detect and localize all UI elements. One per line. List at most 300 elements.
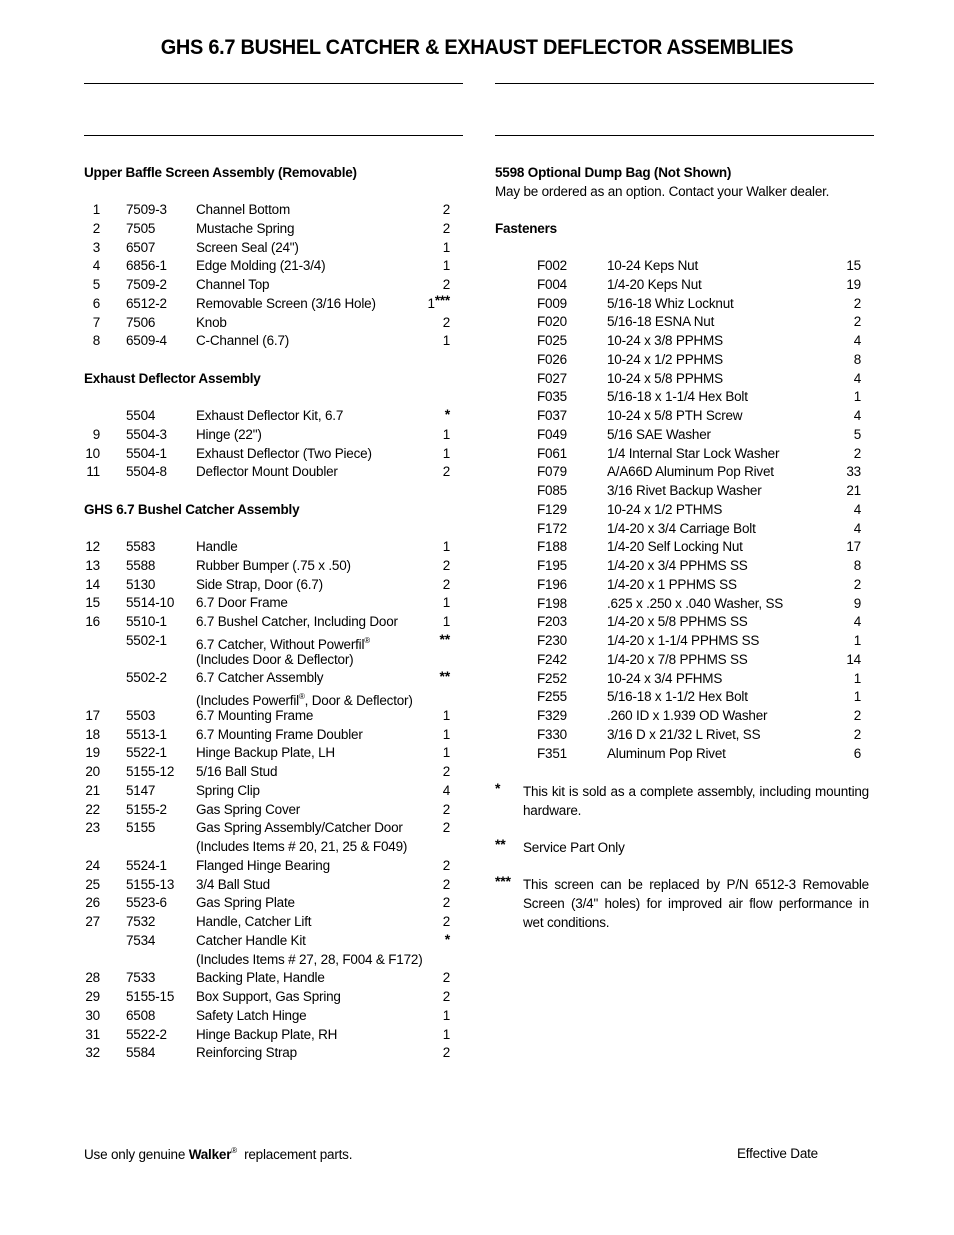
description-text: Gas Spring Assembly/Catcher Door — [196, 820, 403, 836]
description-text: Screen Seal (24") — [196, 239, 299, 255]
quantity — [443, 314, 450, 333]
quantity-value: 2 — [442, 576, 450, 592]
quantity — [443, 426, 450, 445]
quantity-value: 1 — [442, 726, 450, 742]
part-number: 5504-3 — [126, 426, 167, 442]
item-number: 23 — [85, 820, 100, 836]
footer-reg-mark: ® — [231, 1146, 237, 1155]
description-text: 6.7 Catcher Assembly — [196, 670, 324, 686]
parts-row — [84, 220, 450, 239]
fastener-description: 1/4-20 x 5/8 PPHMS SS — [607, 614, 748, 630]
fastener-description: 5/16-18 x 1-1/2 Hex Bolt — [607, 689, 748, 705]
upper-baffle-parts-table — [84, 201, 450, 351]
part-number: 6507 — [126, 239, 156, 255]
fastener-code: F085 — [537, 483, 567, 498]
fastener-code: F203 — [537, 614, 567, 630]
fastener-quantity: 1 — [853, 670, 861, 686]
part-number: 7532 — [126, 914, 156, 929]
effective-date-label: Effective Date — [737, 1146, 818, 1161]
fastener-description: 5/16-18 ESNA Nut — [607, 314, 715, 330]
fastener-quantity: 21 — [846, 483, 861, 498]
quantity — [443, 276, 450, 295]
fastener-description: 10-24 x 5/8 PPHMS — [607, 370, 723, 386]
quantity — [443, 876, 450, 895]
part-description — [196, 1026, 337, 1045]
footnote — [495, 780, 869, 823]
left-second-rule — [84, 135, 463, 136]
part-description — [196, 239, 299, 258]
fastener-quantity: 8 — [853, 558, 861, 573]
item-number: 17 — [85, 707, 100, 723]
dump-bag-heading: 5598 Optional Dump Bag (Not Shown) — [495, 165, 732, 180]
part-description — [196, 801, 300, 820]
fastener-row — [537, 538, 861, 557]
fastener-description: 5/16 SAE Washer — [607, 426, 711, 442]
parts-row — [84, 463, 450, 482]
fastener-code: F255 — [537, 689, 567, 705]
quantity — [443, 332, 450, 351]
page-title: GHS 6.7 BUSHEL CATCHER & EXHAUST DEFLECTOR ASSEMBLIES — [160, 36, 794, 59]
part-description — [196, 276, 269, 295]
parts-row — [84, 292, 450, 314]
fastener-quantity: 4 — [853, 370, 861, 386]
part-description — [196, 894, 295, 913]
part-number: 6512-2 — [126, 295, 167, 311]
registered-mark: ® — [364, 635, 370, 645]
description-text: Knob — [196, 314, 227, 330]
fastener-description: 10-24 x 3/8 PPHMS — [607, 333, 723, 348]
dump-bag-text: May be ordered as an option. Contact your Walker dealer. — [495, 184, 830, 199]
parts-row — [84, 445, 450, 464]
quantity — [443, 557, 450, 576]
item-number: 21 — [85, 782, 100, 798]
part-description — [196, 707, 313, 726]
fastener-description: 1/4-20 x 3/4 Carriage Bolt — [607, 520, 756, 536]
fastener-description: 1/4-20 x 1-1/4 PPHMS SS — [607, 633, 760, 648]
parts-row — [84, 426, 450, 445]
quantity — [443, 1026, 450, 1045]
part-number: 5147 — [126, 782, 156, 798]
quantity-value: 1 — [442, 707, 450, 723]
parts-row — [84, 1026, 450, 1045]
parts-row — [84, 801, 450, 820]
item-number: 18 — [85, 726, 100, 742]
bushel-catcher-heading: GHS 6.7 Bushel Catcher Assembly — [84, 502, 300, 517]
item-number: 20 — [85, 764, 100, 779]
parts-row — [84, 557, 450, 576]
quantity — [445, 930, 450, 949]
part-number: 6509-4 — [126, 333, 167, 349]
part-description — [196, 744, 335, 763]
quantity — [443, 894, 450, 913]
part-description — [196, 407, 343, 426]
description-text: 6.7 Bushel Catcher, Including Door — [196, 614, 398, 629]
part-description — [196, 576, 323, 595]
quantity-value: 2 — [442, 202, 450, 217]
parts-row — [84, 594, 450, 613]
item-number: 28 — [85, 970, 100, 986]
footer-suffix: replacement parts. — [244, 1147, 353, 1162]
footnote — [495, 873, 869, 936]
quantity-value: * — [444, 930, 450, 947]
part-description — [196, 669, 323, 688]
fastener-quantity: 2 — [853, 445, 861, 461]
fastener-code: F035 — [537, 389, 567, 405]
fastener-row — [537, 726, 861, 745]
exhaust-deflector-heading: Exhaust Deflector Assembly — [84, 371, 261, 386]
fastener-row — [537, 613, 861, 632]
fasteners-table — [537, 257, 861, 763]
description-text: Catcher Handle Kit — [196, 932, 306, 948]
description-text: Reinforcing Strap — [196, 1045, 297, 1061]
fastener-description: 5/16-18 x 1-1/4 Hex Bolt — [607, 389, 748, 405]
fastener-code: F020 — [537, 314, 567, 330]
parts-row — [84, 763, 450, 782]
fastener-code: F195 — [537, 558, 567, 573]
description-text: Hinge Backup Plate, LH — [196, 745, 335, 761]
item-number: 30 — [85, 1007, 100, 1023]
part-description — [196, 819, 403, 838]
quantity — [443, 726, 450, 745]
fastener-row — [537, 295, 861, 314]
quantity — [443, 201, 450, 220]
quantity-value: 1 — [442, 539, 450, 554]
quantity-value: 2 — [442, 801, 450, 817]
part-number: 5504-8 — [126, 464, 167, 480]
parts-row — [84, 913, 450, 932]
description-text: Exhaust Deflector (Two Piece) — [196, 445, 372, 461]
right-second-rule — [495, 135, 874, 136]
fastener-code: F004 — [537, 276, 567, 292]
part-description — [196, 332, 289, 351]
fastener-row — [537, 407, 861, 426]
parts-row — [84, 314, 450, 333]
part-number: 5504-1 — [126, 445, 167, 461]
fastener-code: F079 — [537, 464, 567, 480]
fastener-quantity: 1 — [853, 633, 861, 648]
fastener-description: 1/4-20 x 3/4 PPHMS SS — [607, 558, 748, 573]
parts-row — [84, 239, 450, 258]
description-text: Handle, Catcher Lift — [196, 914, 312, 929]
item-number: 11 — [86, 464, 100, 480]
part-description — [196, 463, 338, 482]
part-number: 6856-1 — [126, 258, 167, 274]
quantity-value: 2 — [442, 764, 450, 779]
part-description — [196, 594, 288, 613]
part-description — [196, 538, 238, 557]
part-number: 7505 — [126, 220, 156, 236]
item-number: 13 — [85, 557, 100, 573]
description-text: Mustache Spring — [196, 220, 295, 236]
part-number: 7509-3 — [126, 202, 167, 217]
item-number: 22 — [85, 801, 100, 817]
quantity-value: 2 — [442, 989, 450, 1004]
part-number: 5502-1 — [126, 632, 167, 648]
left-top-rule — [84, 83, 463, 84]
fastener-row — [537, 257, 861, 276]
item-number: 19 — [85, 745, 100, 761]
part-number: 6508 — [126, 1007, 156, 1023]
footnote-mark: ** — [495, 836, 506, 852]
part-number: 5502-2 — [126, 670, 167, 686]
parts-row — [84, 576, 450, 595]
fastener-code: F049 — [537, 426, 567, 442]
part-description — [196, 220, 294, 239]
item-number: 16 — [85, 614, 100, 629]
parts-row — [84, 932, 450, 951]
part-number: 7509-2 — [126, 277, 167, 292]
quantity-value: 2 — [442, 314, 450, 330]
parts-row — [84, 988, 450, 1007]
part-number: 5588 — [126, 557, 156, 573]
fastener-quantity: 6 — [853, 745, 861, 761]
part-number: 5155-15 — [126, 989, 175, 1004]
footer-prefix: Use only genuine — [84, 1147, 189, 1162]
fastener-row — [537, 332, 861, 351]
quantity-footnote-mark: *** — [434, 292, 450, 308]
part-number: 7534 — [126, 932, 156, 948]
part-description — [196, 201, 290, 220]
parts-row — [84, 744, 450, 763]
footer-brand: Walker — [188, 1147, 232, 1162]
parts-row — [84, 951, 450, 970]
fastener-description: 1/4 Internal Star Lock Washer — [607, 445, 780, 461]
part-description — [196, 913, 311, 932]
parts-row — [84, 332, 450, 351]
quantity — [443, 782, 450, 801]
part-description — [196, 876, 270, 895]
parts-row — [84, 651, 450, 670]
item-number: 27 — [85, 914, 100, 929]
part-number: 5503 — [126, 707, 156, 723]
quantity-value: 2 — [442, 820, 450, 836]
item-number: 6 — [92, 295, 100, 311]
quantity — [443, 744, 450, 763]
description-text: Hinge (22") — [196, 426, 262, 442]
item-number: 15 — [85, 595, 100, 611]
quantity-value: 2 — [442, 557, 450, 573]
description-text: 5/16 Ball Stud — [196, 764, 278, 779]
quantity — [443, 220, 450, 239]
quantity — [445, 405, 450, 424]
item-number: 9 — [92, 426, 100, 442]
quantity — [443, 819, 450, 838]
fastener-description: 1/4-20 Self Locking Nut — [607, 539, 743, 555]
description-text: (Includes Items # 27, 28, F004 & F172) — [196, 951, 423, 967]
fastener-description: 10-24 x 1/2 PTHMS — [607, 501, 723, 517]
part-number: 5155-2 — [126, 801, 167, 817]
quantity-value: 1 — [427, 295, 435, 311]
fastener-description: 5/16-18 Whiz Locknut — [607, 295, 734, 311]
fastener-row — [537, 595, 861, 614]
item-number: 1 — [92, 202, 100, 217]
fastener-code: F129 — [537, 501, 567, 517]
description-text: Box Support, Gas Spring — [196, 989, 341, 1004]
part-description — [196, 557, 351, 576]
fastener-quantity: 1 — [853, 389, 861, 405]
fastener-row — [537, 482, 861, 501]
item-number: 31 — [85, 1026, 100, 1042]
item-number: 24 — [85, 857, 100, 873]
part-number: 5130 — [126, 576, 156, 592]
fastener-description: 10-24 x 5/8 PTH Screw — [607, 408, 743, 423]
part-description — [196, 426, 262, 445]
item-number: 14 — [85, 576, 100, 592]
fastener-row — [537, 426, 861, 445]
registered-mark: ® — [298, 692, 305, 701]
fastener-row — [537, 670, 861, 689]
quantity — [443, 594, 450, 613]
fastener-quantity: 2 — [853, 314, 861, 330]
part-description — [196, 613, 398, 632]
quantity-value: 1 — [442, 445, 450, 461]
description-text: 6.7 Mounting Frame Doubler — [196, 726, 363, 742]
fastener-description: 3/16 Rivet Backup Washer — [607, 483, 762, 498]
description-text: Safety Latch Hinge — [196, 1007, 307, 1023]
description-text: Handle — [196, 539, 238, 554]
item-number: 10 — [85, 445, 100, 461]
part-description — [196, 314, 227, 333]
fastener-description: 10-24 x 1/2 PPHMS — [607, 351, 723, 367]
fastener-quantity: 2 — [853, 576, 861, 592]
description-text: Channel Bottom — [196, 202, 291, 217]
item-number: 4 — [92, 258, 100, 274]
quantity-value: 2 — [442, 277, 450, 292]
parts-row — [84, 1007, 450, 1026]
description-text: Deflector Mount Doubler — [196, 464, 338, 480]
part-description — [196, 932, 306, 951]
part-description — [196, 726, 363, 745]
quantity — [443, 239, 450, 258]
description-text: Removable Screen (3/16 Hole) — [196, 295, 376, 311]
parts-row — [84, 819, 450, 838]
parts-row — [84, 276, 450, 295]
fastener-row — [537, 276, 861, 295]
part-number: 5155 — [126, 820, 156, 836]
part-number: 5524-1 — [126, 857, 167, 873]
fastener-description: 1/4-20 x 7/8 PPHMS SS — [607, 651, 748, 667]
description-text: Exhaust Deflector Kit, 6.7 — [196, 408, 344, 423]
footnote-text: Service Part Only — [523, 840, 625, 855]
item-number: 8 — [92, 333, 100, 349]
item-number: 2 — [92, 220, 100, 236]
fastener-code: F242 — [537, 651, 567, 667]
quantity-value: * — [444, 406, 450, 422]
fastener-quantity: 4 — [853, 614, 861, 630]
item-number: 25 — [85, 876, 100, 892]
fastener-row — [537, 501, 861, 520]
fastener-code: F025 — [537, 333, 567, 348]
fastener-row — [537, 388, 861, 407]
part-number: 5513-1 — [126, 726, 167, 742]
description-text: 6.7 Door Frame — [196, 595, 288, 611]
part-description — [196, 1044, 297, 1063]
fastener-row — [537, 370, 861, 389]
quantity-value: 1 — [442, 614, 450, 629]
fastener-row — [537, 632, 861, 651]
description-text: Channel Top — [196, 277, 270, 292]
parts-row — [84, 838, 450, 857]
fastener-code: F026 — [537, 351, 567, 367]
fastener-row — [537, 313, 861, 332]
quantity — [443, 988, 450, 1007]
right-top-rule — [495, 83, 874, 84]
parts-row — [84, 632, 450, 651]
quantity-value: 2 — [442, 220, 450, 236]
fastener-quantity: 17 — [846, 539, 861, 555]
fastener-row — [537, 688, 861, 707]
part-description — [196, 295, 376, 314]
quantity — [443, 707, 450, 726]
quantity — [443, 1007, 450, 1026]
quantity-value: 2 — [442, 1045, 450, 1061]
fastener-description: 10-24 Keps Nut — [607, 258, 699, 273]
fastener-code: F002 — [537, 258, 567, 273]
parts-row — [84, 1044, 450, 1063]
fastener-row — [537, 351, 861, 370]
part-description — [196, 838, 407, 857]
parts-row — [84, 969, 450, 988]
part-number: 5504 — [126, 408, 156, 423]
fastener-description: .625 x .250 x .040 Washer, SS — [607, 595, 784, 611]
quantity-value: 1 — [442, 1026, 450, 1042]
quantity — [443, 801, 450, 820]
fastener-quantity: 4 — [853, 520, 861, 536]
fastener-description: 1/4-20 Keps Nut — [607, 276, 702, 292]
description-tail: , Door & Deflector) — [304, 693, 413, 708]
description-text: Edge Molding (21-3/4) — [196, 258, 326, 274]
quantity-value: 1 — [442, 595, 450, 611]
quantity — [443, 463, 450, 482]
quantity — [440, 630, 451, 649]
description-text: Flanged Hinge Bearing — [196, 857, 330, 873]
quantity — [443, 969, 450, 988]
part-number: 5155-12 — [126, 764, 175, 779]
fastener-row — [537, 463, 861, 482]
quantity-value: 2 — [442, 970, 450, 986]
description-text: Gas Spring Plate — [196, 895, 295, 911]
item-number: 29 — [85, 989, 100, 1004]
quantity-value: 1 — [442, 333, 450, 349]
description-text: Hinge Backup Plate, RH — [196, 1026, 338, 1042]
parts-row — [84, 876, 450, 895]
description-text: Side Strap, Door (6.7) — [196, 576, 323, 592]
fastener-quantity: 2 — [853, 295, 861, 311]
description-text: C-Channel (6.7) — [196, 333, 290, 349]
description-text: 6.7 Catcher, Without Powerfil — [196, 636, 365, 652]
part-description — [196, 969, 325, 988]
upper-baffle-heading: Upper Baffle Screen Assembly (Removable) — [84, 165, 357, 180]
quantity — [443, 857, 450, 876]
quantity-value: ** — [439, 668, 450, 685]
fastener-code: F198 — [537, 595, 567, 611]
description-text: (Includes Door & Deflector) — [196, 651, 354, 667]
part-number: 5155-13 — [126, 876, 175, 892]
fastener-code: F061 — [537, 445, 567, 461]
part-number: 7533 — [126, 970, 156, 986]
footnote — [495, 836, 869, 859]
quantity-value: 2 — [442, 895, 450, 911]
quantity — [443, 538, 450, 557]
part-number: 5514-10 — [126, 595, 175, 611]
fastener-code: F037 — [537, 408, 567, 423]
parts-row — [84, 707, 450, 726]
fastener-code: F172 — [537, 520, 567, 536]
parts-row — [84, 688, 450, 707]
fastener-quantity: 4 — [853, 333, 861, 348]
fastener-quantity: 15 — [846, 258, 861, 273]
part-description — [196, 445, 372, 464]
